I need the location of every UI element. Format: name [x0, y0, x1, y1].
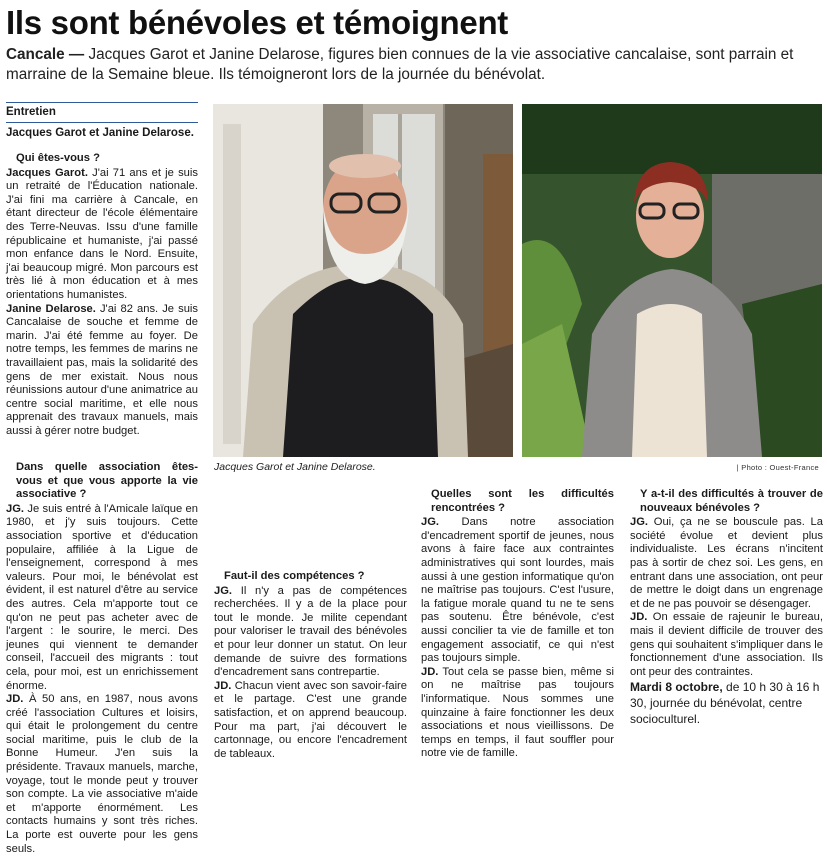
question-heading: Faut-il des compétences ?: [224, 570, 365, 582]
speaker-name: JG.: [6, 502, 25, 515]
lede-place: Cancale —: [6, 46, 85, 63]
answer-paragraph: [421, 516, 614, 666]
speaker-name: JG.: [214, 584, 233, 597]
answer-text: À 50 ans, en 1987, nous avons créé l'association Cultures et loisirs, qui était le prolongement du centre social maritime, puis le club de la Bonne Humeur. J'en suis la présidente. Travaux manuels, marche, voyage, tout le monde peut y trouver son compte. La vie associative m'aide et m'apporte énormément. Les contacts humains y sont très riches. La porte est ouverte pour les gens seuls.: [6, 693, 198, 855]
photo-man-illustration: [213, 104, 513, 457]
photo-jacques-garot: [213, 104, 513, 457]
question-heading: Dans quelle association êtes-vous et que vous apporte la vie associative ?: [16, 461, 198, 501]
answer-paragraph: [214, 585, 407, 680]
answer-text: Oui, ça ne se bouscule pas. La société évolue et devient plus individualiste. Les écrans n'incitent pas à sortir de chez soi. Les gens, en entrant dans une association, ont peur de mettre le doigt dans un engrenage et de ne pas pouvoir se désengager.: [630, 516, 823, 610]
answer-text: Je suis entré à l'Amicale laïque en 1980, et j'y suis toujours. Cette association sportive et d'éducation populaire, affiliée à la Ligue de l'enseignement, correspond à mes valeurs. Pour moi, le bénévolat est évident, il est naturel d'être au service des autres. Cela m'apporte tout ce qu'on ne peut pas acheter avec de l'argent : le sourire, le merci. Des jeunes qui viennent te demander conseil, l'accueil des migrants : tout cela, pour moi, est un enrichissement énorme.: [6, 502, 198, 692]
question-heading: Qui êtes-vous ?: [16, 152, 100, 164]
answer-text: J'ai 71 ans et je suis un retraité de l'Éducation nationale. J'ai fini ma carrière à Cancale, en étant directeur de l'école élémentaire des Terre-Neuvas. Issu d'une famille républicaine et humaniste, j'ai passé mon enfance dans le Nord. Ensuite, j'ai beaucoup migré. Mon parcours est très lié à mon éducation et à mes orientations humanistes.: [6, 166, 198, 301]
headline: Ils sont bénévoles et témoignent: [6, 4, 508, 41]
answer-paragraph: [630, 516, 823, 611]
column-5: [630, 488, 823, 727]
section-tag: Entretien: [6, 102, 198, 119]
column-2: [6, 461, 198, 856]
answer-text: Dans notre association d'encadrement sportif de jeunes, nous avons à faire face aux contraintes administratives qui sont lourdes, mais aussi à une gestion informatique qu'on ne maîtrise pas toujours. C'est l'usure, la fatigue morale quand tu ne te sens pas soutenu. Être bénévole, c'est aussi concilier ta vie de famille et ton engagement associatif, ce qui n'est pas toujours simple.: [421, 516, 614, 665]
speaker-name: JD.: [214, 679, 232, 692]
photo-credit: | Photo : Ouest-France: [736, 463, 819, 472]
question-heading: Quelles sont les difficultés rencontrées ?: [431, 488, 614, 514]
answer-paragraph: [214, 680, 407, 762]
answer-text: On essaie de rajeunir le bureau, mais il devient difficile de trouver des gens qui souhaitent s'impliquer dans le fonctionnement d'une association. Ils ont peur des contraintes.: [630, 611, 823, 678]
answer-paragraph: [6, 693, 198, 856]
speaker-name: Janine Delarose.: [6, 302, 96, 315]
photo-janine-delarose: [522, 104, 822, 457]
event-date: Mardi 8 octobre,: [630, 680, 723, 695]
photo-caption: Jacques Garot et Janine Delarose.: [214, 461, 376, 473]
speaker-name: JG.: [421, 516, 440, 529]
answer-paragraph: [6, 303, 198, 439]
speaker-name: JG.: [630, 516, 649, 529]
speaker-name: JD.: [630, 611, 648, 624]
answer-text: Il n'y a pas de compétences recherchées. Il y a de la place pour tout le monde. Je milite cependant pour valoriser le travail des bénévoles et pour leur donner un statut. On leur demande de suivre des formations d'encadrement sans contrepartie.: [214, 584, 407, 679]
answer-text: Tout cela se passe bien, même si on ne maîtrise pas toujours l'informatique. Nous sommes une quinzaine à faire fonctionner les deux associations et nous vieillissons. De temps en temps, il faut souffler pour notre vie de famille.: [421, 665, 614, 760]
photo-woman-illustration: [522, 104, 822, 457]
lede-text: Jacques Garot et Janine Delarose, figures bien connues de la vie associative cancalaise, sont parrain et marraine de la Semaine bleue. Ils témoigneront lors de la journée du bénévolat.: [6, 46, 794, 83]
answer-text: J'ai 82 ans. Je suis Cancalaise de souche et femme de marin. J'ai été femme au foyer. De notre temps, les femmes de marins ne travaillaient pas, mais la solidarité des gens de mer existait. Nous nous réunissions autour d'une animatrice au centre social maritime, et elle nous apprenait des travaux manuels, mais aussi à gérer notre budget.: [6, 302, 199, 437]
answer-paragraph: [421, 666, 614, 761]
speaker-name: Jacques Garot.: [6, 166, 88, 179]
lede: [6, 45, 816, 85]
answer-paragraph: [6, 167, 198, 303]
answer-text: Chacun vient avec son savoir-faire et le partage. C'est une grande satisfaction, et on apprend beaucoup. Pour ma part, j'ai découvert le cartonnage, ou encore l'encadrement de tableaux.: [214, 679, 407, 760]
speaker-name: JD.: [6, 693, 24, 706]
column-3: [214, 488, 407, 761]
column-1: [6, 102, 198, 438]
column-4: [421, 488, 614, 761]
answer-paragraph: [630, 611, 823, 679]
event-details: de 10 h 30 à 16 h 30, journée du bénévolat, centre socioculturel.: [630, 680, 820, 727]
event-notice: [630, 679, 823, 727]
question-heading: Y a-t-il des difficultés à trouver de nouveaux bénévoles ?: [640, 488, 823, 514]
answer-paragraph: [6, 503, 198, 693]
speaker-name: JD.: [421, 665, 439, 678]
interview-subtitle: Jacques Garot et Janine Delarose.: [6, 122, 198, 140]
